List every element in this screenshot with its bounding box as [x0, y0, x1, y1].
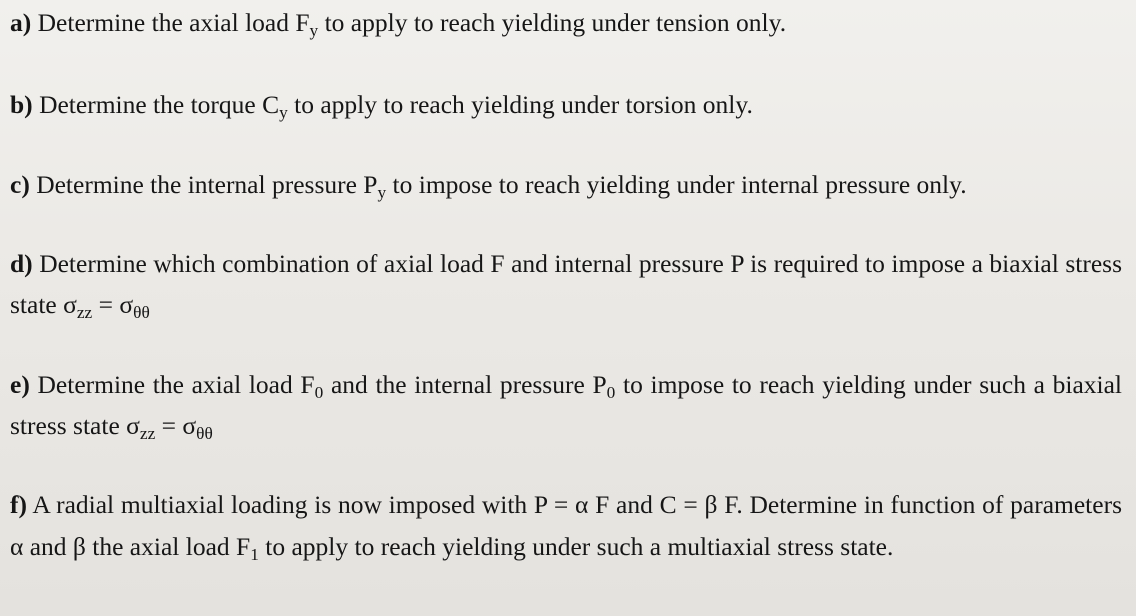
question-e-label: e) — [10, 370, 30, 399]
question-e-text-4: = σ — [155, 411, 197, 440]
question-e-text-1: Determine the axial load F — [37, 370, 315, 399]
question-c-text-1: Determine the internal pressure P — [36, 170, 378, 199]
question-a-subscript-1: y — [309, 20, 319, 40]
question-c-label: c) — [10, 170, 30, 199]
question-f-subscript-1: 1 — [250, 544, 259, 564]
question-a-text-2: to apply to reach yielding under tension only. — [318, 8, 787, 37]
question-a — [10, 2, 1122, 43]
question-b — [10, 84, 1122, 125]
question-e-text-2: and the internal pressure P — [323, 370, 607, 399]
question-f-text-2: to apply to reach yielding under such a multiaxial stress state. — [258, 532, 894, 561]
question-e-subscript-2: 0 — [606, 382, 616, 402]
question-f-text-1: A radial multiaxial loading is now imposed with P = α F and C = β F. Determine in function of parameters α and β the axial load F — [10, 490, 1123, 561]
question-a-label: a) — [10, 8, 32, 37]
question-d-subscript-1: zz — [76, 302, 93, 322]
question-e-text-3: to impose to reach yielding under such a biaxial stress state σ — [10, 370, 1122, 440]
question-d — [10, 243, 1122, 325]
question-f — [10, 484, 1122, 568]
question-d-text-2: = σ — [92, 290, 134, 319]
question-d-subscript-2: θθ — [133, 302, 150, 322]
question-c — [10, 164, 1122, 205]
question-b-text-2: to apply to reach yielding under torsion only. — [287, 90, 753, 119]
question-e-subscript-1: 0 — [314, 382, 324, 402]
question-d-label: d) — [10, 249, 33, 278]
question-e-subscript-4: θθ — [196, 423, 213, 443]
question-a-text-1: Determine the axial load F — [37, 8, 310, 37]
question-b-text-1: Determine the torque C — [39, 90, 280, 119]
question-c-text-2: to impose to reach yielding under internal pressure only. — [386, 170, 967, 199]
question-c-subscript-1: y — [377, 182, 387, 202]
question-b-subscript-1: y — [279, 102, 288, 122]
question-e — [10, 364, 1122, 446]
question-f-label: f) — [10, 490, 27, 519]
question-b-label: b) — [10, 90, 33, 119]
question-d-text-1: Determine which combination of axial load F and internal pressure P is required to impose a biaxial stress state σ — [10, 249, 1122, 319]
question-e-subscript-3: zz — [139, 423, 156, 443]
